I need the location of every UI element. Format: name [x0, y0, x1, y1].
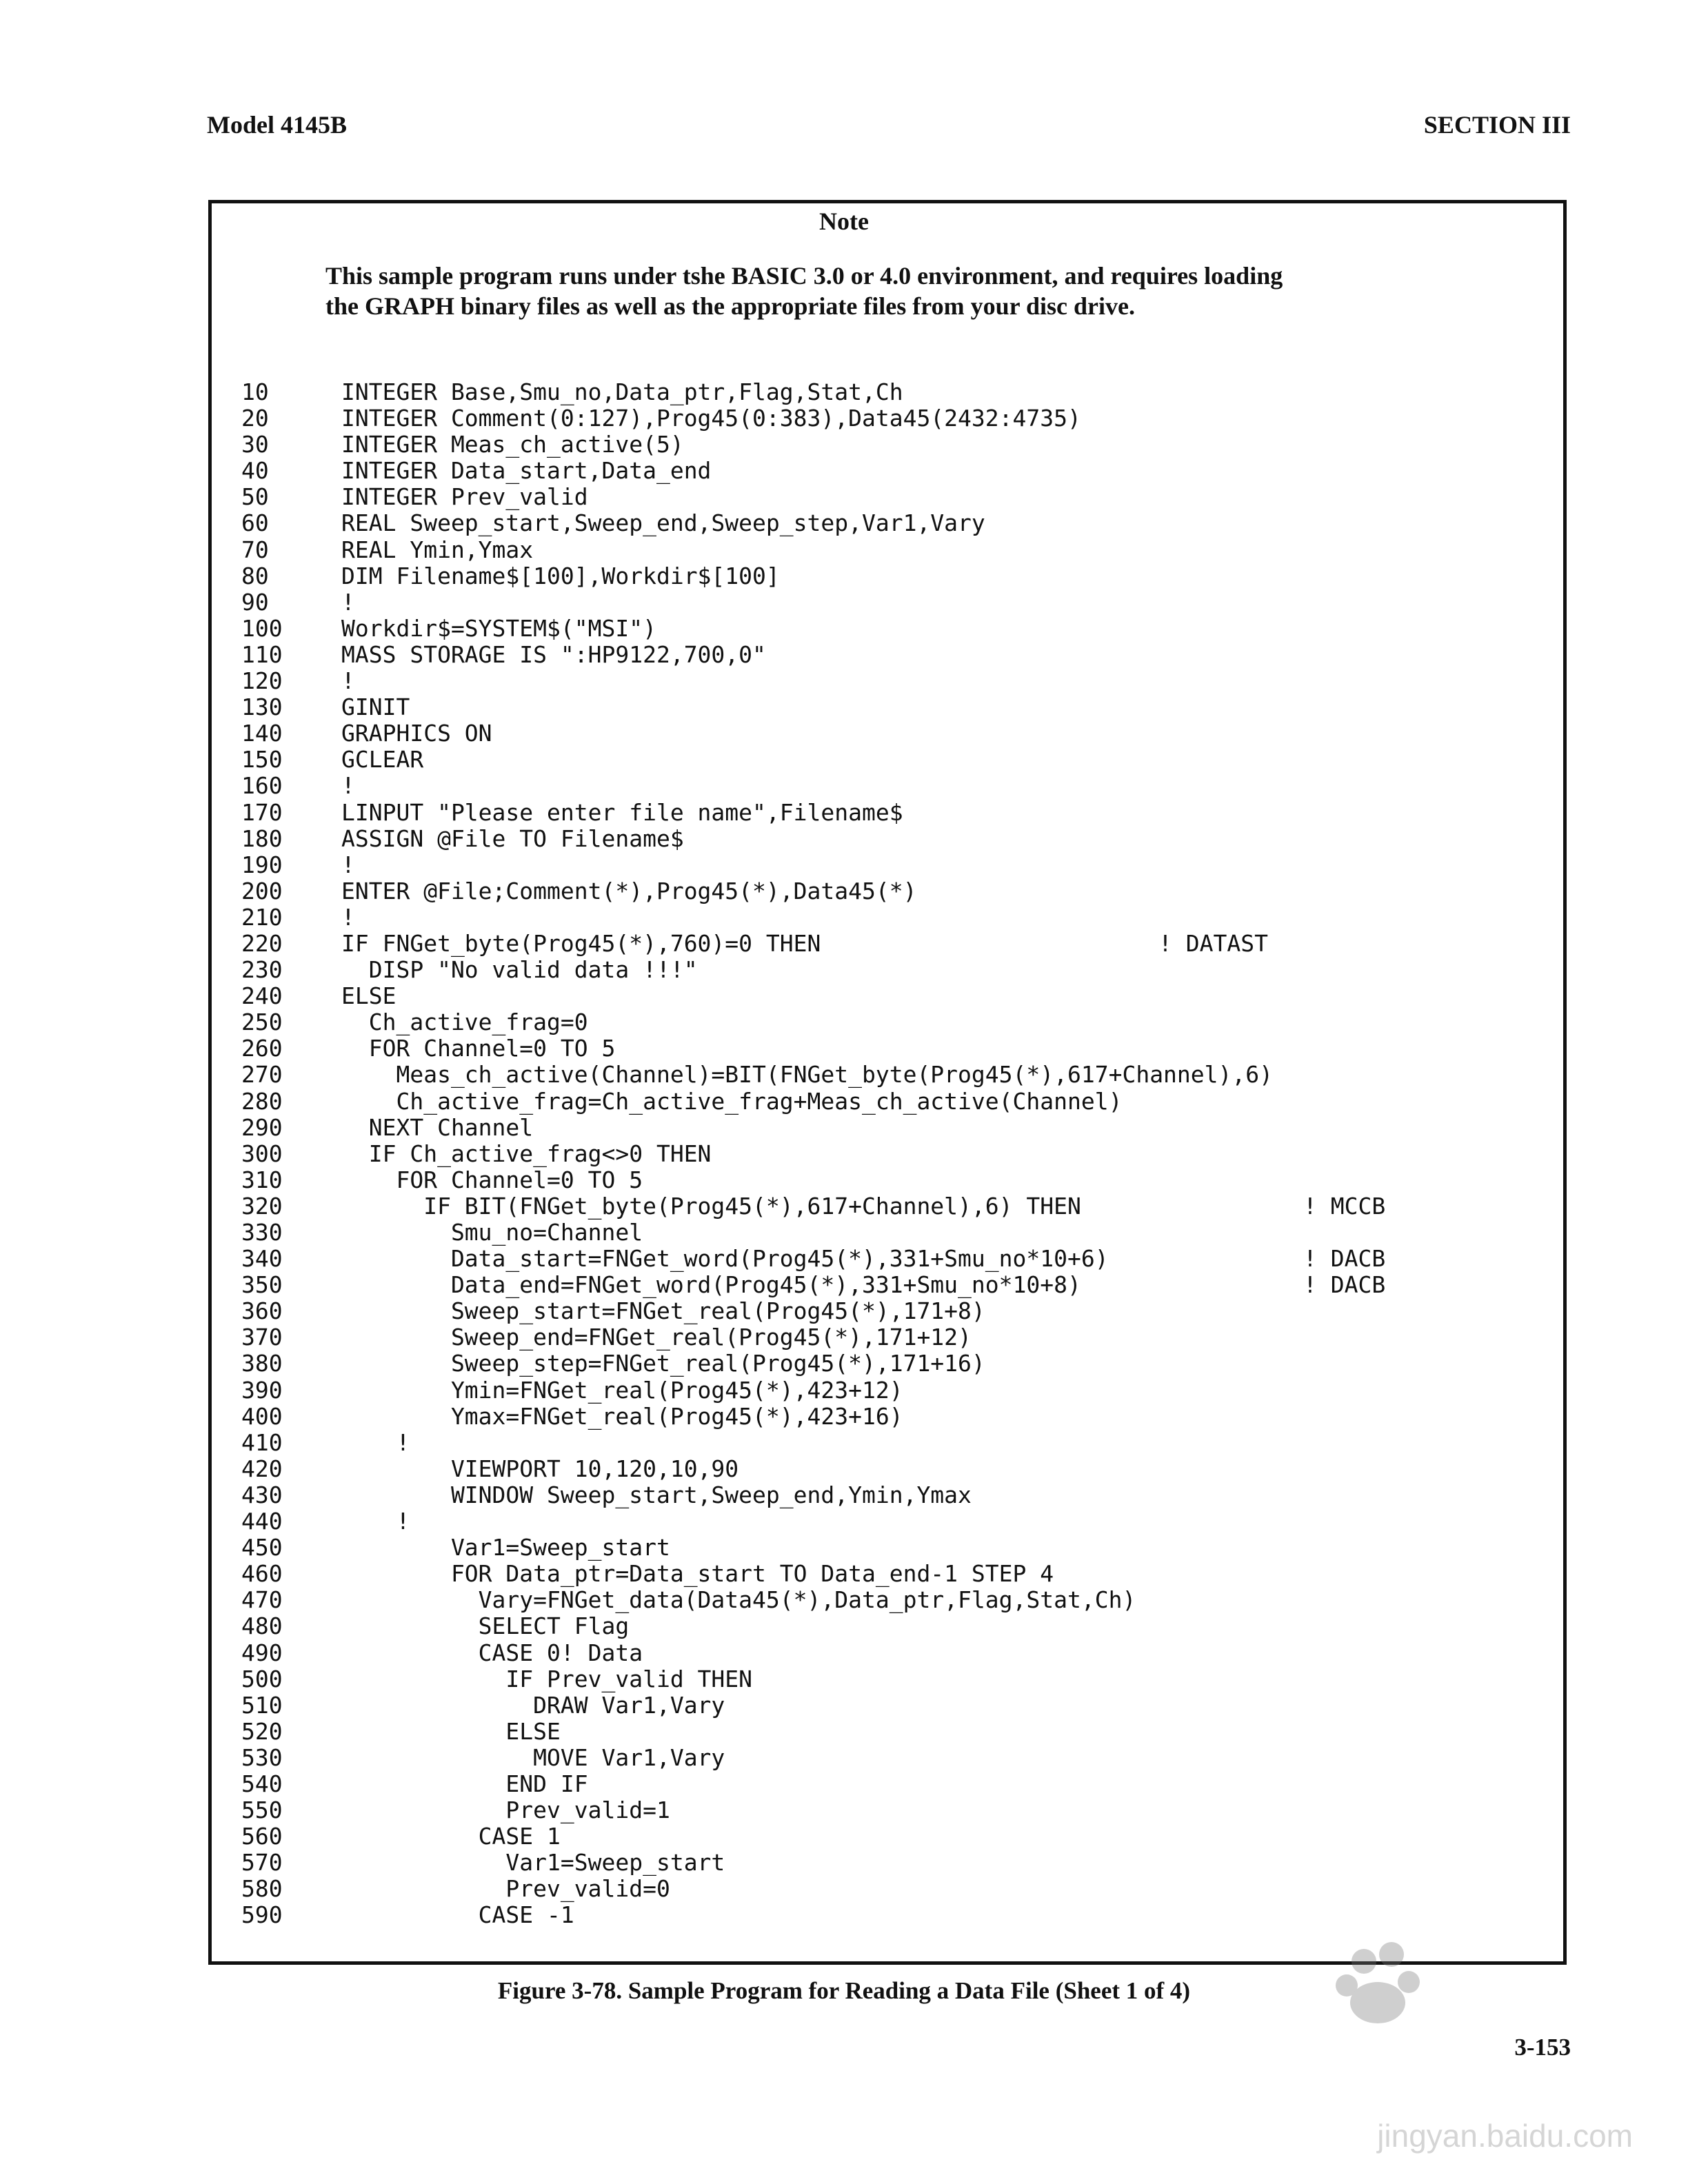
line-code: REAL Ymin,Ymax — [341, 536, 534, 563]
line-code: MOVE Var1,Vary — [341, 1743, 725, 1771]
line-code: INTEGER Meas_ch_active(5) — [341, 431, 684, 458]
line-code: FOR Channel=0 TO 5 — [341, 1166, 643, 1193]
code-line — [241, 1561, 1538, 1587]
line-code: INTEGER Base,Smu_no,Data_ptr,Flag,Stat,Ch — [341, 378, 903, 405]
line-number: 20 — [241, 405, 269, 432]
code-line — [241, 931, 1538, 957]
line-number: 260 — [241, 1035, 283, 1062]
line-number: 580 — [241, 1875, 283, 1903]
note-title: Note — [819, 208, 869, 235]
section-label: SECTION III — [1423, 111, 1571, 139]
code-line — [241, 1876, 1538, 1902]
line-code: ! — [341, 588, 355, 616]
line-code: ! — [341, 667, 355, 695]
line-code: IF Prev_valid THEN — [341, 1665, 753, 1692]
code-line — [241, 1089, 1538, 1115]
line-number: 100 — [241, 614, 283, 642]
line-code: END IF — [341, 1770, 588, 1797]
line-number: 200 — [241, 877, 283, 904]
code-line — [241, 826, 1538, 852]
line-code: Smu_no=Channel — [341, 1219, 643, 1246]
line-code: ! — [341, 772, 355, 800]
line-code: INTEGER Prev_valid — [341, 483, 588, 511]
code-line — [241, 1246, 1538, 1272]
line-code: Workdir$=SYSTEM$("MSI") — [341, 614, 656, 642]
line-code: ELSE — [341, 1717, 561, 1745]
code-line — [241, 432, 1538, 458]
line-code: GINIT — [341, 694, 410, 721]
line-number: 180 — [241, 825, 283, 852]
line-code: FOR Data_ptr=Data_start TO Data_end-1 STEP 4 — [341, 1560, 1054, 1588]
code-line — [241, 852, 1538, 878]
code-line — [241, 1272, 1538, 1298]
line-number: 70 — [241, 536, 269, 563]
line-number: 220 — [241, 929, 283, 957]
code-line — [241, 1902, 1538, 1928]
code-line — [241, 1035, 1538, 1062]
line-code: ELSE — [341, 982, 396, 1010]
line-remark: ! DATAST — [1158, 929, 1268, 957]
note-line: the GRAPH binary files as well as the appropriate files from your disc drive. — [325, 292, 1135, 320]
line-number: 320 — [241, 1192, 283, 1220]
line-number: 130 — [241, 694, 283, 721]
line-code: FOR Channel=0 TO 5 — [341, 1035, 616, 1062]
code-line — [241, 1009, 1538, 1035]
line-code: Var1=Sweep_start — [341, 1849, 725, 1877]
line-number: 240 — [241, 982, 283, 1010]
code-line — [241, 1508, 1538, 1535]
line-code: Ch_active_frag=0 — [341, 1009, 588, 1036]
code-line — [241, 904, 1538, 931]
line-code: ASSIGN @File TO Filename$ — [341, 825, 684, 852]
line-number: 420 — [241, 1455, 283, 1482]
line-number: 150 — [241, 746, 283, 774]
code-line — [241, 1115, 1538, 1141]
code-line — [241, 957, 1538, 983]
line-number: 170 — [241, 798, 283, 826]
line-code: SELECT Flag — [341, 1612, 630, 1640]
line-code: Ymin=FNGet_real(Prog45(*),423+12) — [341, 1376, 903, 1404]
code-line — [241, 1850, 1538, 1876]
code-line — [241, 1587, 1538, 1613]
line-number: 570 — [241, 1849, 283, 1877]
line-number: 80 — [241, 562, 269, 589]
line-code: ! — [341, 903, 355, 931]
code-line — [241, 1771, 1538, 1797]
line-code: NEXT Channel — [341, 1113, 534, 1141]
figure-caption: Figure 3-78. Sample Program for Reading a Data File (Sheet 1 of 4) — [497, 1977, 1191, 2004]
line-number: 490 — [241, 1639, 283, 1666]
line-code: ENTER @File;Comment(*),Prog45(*),Data45(*) — [341, 877, 917, 904]
line-number: 370 — [241, 1324, 283, 1351]
line-number: 450 — [241, 1534, 283, 1561]
line-number: 350 — [241, 1271, 283, 1299]
baidu-watermark — [1205, 1934, 1633, 2154]
line-number: 160 — [241, 772, 283, 800]
line-number: 540 — [241, 1770, 283, 1797]
line-code: LINPUT "Please enter file name",Filename$ — [341, 798, 903, 826]
code-line — [241, 720, 1538, 747]
code-line — [241, 458, 1538, 484]
code-line — [241, 1456, 1538, 1482]
line-code: CASE 0! Data — [341, 1639, 643, 1666]
code-line — [241, 800, 1538, 826]
line-number: 110 — [241, 640, 283, 668]
line-number: 30 — [241, 431, 269, 458]
code-line — [241, 1666, 1538, 1692]
line-number: 480 — [241, 1612, 283, 1640]
line-code: GCLEAR — [341, 746, 424, 774]
code-line — [241, 1613, 1538, 1639]
line-number: 10 — [241, 378, 269, 405]
line-number: 380 — [241, 1350, 283, 1377]
line-number: 280 — [241, 1087, 283, 1115]
code-line — [241, 1535, 1538, 1561]
code-line — [241, 1324, 1538, 1351]
line-code: DISP "No valid data !!!" — [341, 956, 698, 984]
line-number: 330 — [241, 1219, 283, 1246]
line-number: 340 — [241, 1245, 283, 1273]
line-code: DRAW Var1,Vary — [341, 1691, 725, 1719]
line-remark: ! DACB — [1303, 1271, 1386, 1299]
line-number: 500 — [241, 1665, 283, 1692]
line-number: 290 — [241, 1113, 283, 1141]
code-line — [241, 1745, 1538, 1771]
line-remark: ! MCCB — [1303, 1192, 1386, 1220]
code-line — [241, 773, 1538, 799]
line-code: Data_start=FNGet_word(Prog45(*),331+Smu_no*10+6) — [341, 1245, 1109, 1273]
line-code: Ch_active_frag=Ch_active_frag+Meas_ch_active(Channel) — [341, 1087, 1123, 1115]
code-line — [241, 747, 1538, 773]
code-line — [241, 1377, 1538, 1404]
line-code: CASE 1 — [341, 1823, 561, 1850]
code-listing — [241, 379, 1538, 1929]
line-remark: ! DACB — [1303, 1245, 1386, 1273]
model-label: Model 4145B — [207, 111, 347, 139]
line-number: 360 — [241, 1297, 283, 1325]
line-code: Sweep_start=FNGet_real(Prog45(*),171+8) — [341, 1297, 985, 1325]
note-line: This sample program runs under tshe BASIC 3.0 or 4.0 environment, and requires loading — [325, 262, 1283, 290]
line-number: 300 — [241, 1140, 283, 1167]
line-code: Vary=FNGet_data(Data45(*),Data_ptr,Flag,Stat,Ch) — [341, 1586, 1136, 1614]
code-line — [241, 1797, 1538, 1823]
code-line — [241, 379, 1538, 405]
line-number: 410 — [241, 1428, 283, 1456]
code-line — [241, 694, 1538, 720]
line-code: GRAPHICS ON — [341, 720, 492, 747]
line-code: ! — [341, 851, 355, 878]
line-number: 60 — [241, 509, 269, 537]
code-line — [241, 1167, 1538, 1193]
line-code: Prev_valid=0 — [341, 1875, 670, 1903]
line-number: 430 — [241, 1481, 283, 1508]
line-number: 90 — [241, 588, 269, 616]
code-line — [241, 1823, 1538, 1850]
code-line — [241, 642, 1538, 668]
line-number: 140 — [241, 720, 283, 747]
line-number: 530 — [241, 1743, 283, 1771]
line-code: REAL Sweep_start,Sweep_end,Sweep_step,Var1,Vary — [341, 509, 985, 537]
code-line — [241, 510, 1538, 536]
line-number: 560 — [241, 1823, 283, 1850]
line-number: 210 — [241, 903, 283, 931]
line-code: Sweep_end=FNGet_real(Prog45(*),171+12) — [341, 1324, 972, 1351]
line-code: Meas_ch_active(Channel)=BIT(FNGet_byte(Prog45(*),617+Channel),6) — [341, 1061, 1274, 1089]
code-line — [241, 878, 1538, 904]
code-line — [241, 1482, 1538, 1508]
line-code: ! — [341, 1508, 410, 1535]
line-code: IF BIT(FNGet_byte(Prog45(*),617+Channel),6) THEN — [341, 1192, 1081, 1220]
line-number: 510 — [241, 1691, 283, 1719]
code-line — [241, 589, 1538, 616]
code-line — [241, 1404, 1538, 1430]
line-code: VIEWPORT 10,120,10,90 — [341, 1455, 739, 1482]
line-number: 460 — [241, 1560, 283, 1588]
code-line — [241, 1351, 1538, 1377]
line-number: 550 — [241, 1797, 283, 1824]
watermark-url: jingyan.baidu.com — [1377, 2118, 1633, 2154]
line-number: 230 — [241, 956, 283, 984]
line-number: 400 — [241, 1402, 283, 1430]
code-line — [241, 1062, 1538, 1088]
page-number: 3-153 — [1514, 2034, 1571, 2061]
line-code: INTEGER Data_start,Data_end — [341, 457, 712, 485]
line-code: Prev_valid=1 — [341, 1797, 670, 1824]
code-line — [241, 1220, 1538, 1246]
line-number: 520 — [241, 1717, 283, 1745]
line-number: 120 — [241, 667, 283, 695]
line-code: Sweep_step=FNGet_real(Prog45(*),171+16) — [341, 1350, 985, 1377]
line-number: 590 — [241, 1901, 283, 1929]
note-body — [325, 261, 1498, 321]
line-code: WINDOW Sweep_start,Sweep_end,Ymin,Ymax — [341, 1481, 972, 1508]
line-code: MASS STORAGE IS ":HP9122,700,0" — [341, 640, 766, 668]
code-line — [241, 1430, 1538, 1456]
line-number: 190 — [241, 851, 283, 878]
line-number: 40 — [241, 457, 269, 485]
line-code: IF FNGet_byte(Prog45(*),760)=0 THEN — [341, 929, 821, 957]
line-code: Data_end=FNGet_word(Prog45(*),331+Smu_no*10+8) — [341, 1271, 1081, 1299]
code-line — [241, 983, 1538, 1009]
code-line — [241, 1298, 1538, 1324]
line-number: 440 — [241, 1508, 283, 1535]
line-code: CASE -1 — [341, 1901, 574, 1929]
line-code: INTEGER Comment(0:127),Prog45(0:383),Data45(2432:4735) — [341, 405, 1081, 432]
code-line — [241, 405, 1538, 432]
line-code: DIM Filename$[100],Workdir$[100] — [341, 562, 780, 589]
code-line — [241, 616, 1538, 642]
code-line — [241, 1141, 1538, 1167]
code-line — [241, 1692, 1538, 1719]
line-number: 390 — [241, 1376, 283, 1404]
code-line — [241, 484, 1538, 510]
line-number: 270 — [241, 1061, 283, 1089]
line-code: Var1=Sweep_start — [341, 1534, 670, 1561]
page-header — [207, 110, 1571, 145]
line-number: 50 — [241, 483, 269, 511]
code-line — [241, 1719, 1538, 1745]
line-number: 310 — [241, 1166, 283, 1193]
code-line — [241, 668, 1538, 694]
code-line — [241, 1193, 1538, 1220]
line-code: Ymax=FNGet_real(Prog45(*),423+16) — [341, 1402, 903, 1430]
code-line — [241, 563, 1538, 589]
line-number: 470 — [241, 1586, 283, 1614]
line-number: 250 — [241, 1009, 283, 1036]
line-code: IF Ch_active_frag<>0 THEN — [341, 1140, 712, 1167]
line-code: ! — [341, 1428, 410, 1456]
code-line — [241, 537, 1538, 563]
code-line — [241, 1640, 1538, 1666]
